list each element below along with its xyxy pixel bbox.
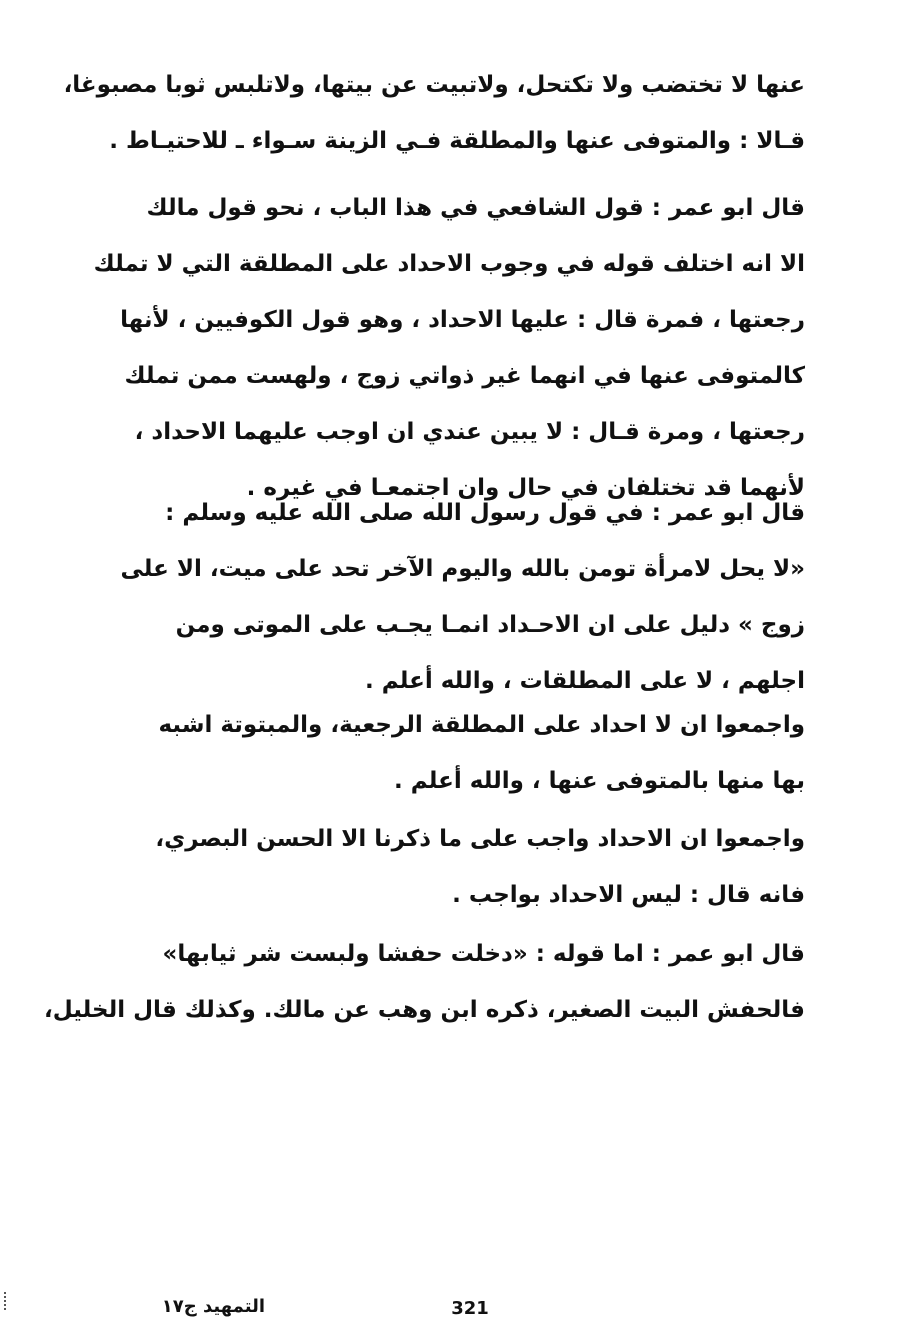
text-line: قـالا : والمتوفى عنها والمطلقة فـي الزينة سـواء ـ للاحتيـاط . [109,128,805,154]
text-line: «لا يحل لامرأة تومن بالله واليوم الآخر تحد على ميت، الا على [120,556,805,582]
book-volume-label: التمهيد ج١٧ [161,1296,265,1317]
paragraph-2 [93,180,805,516]
text-line: قال ابو عمر : اما قوله : «دخلت حفشا ولبست شر ثيابها» [162,941,805,967]
text-line: واجمعوا ان لا احداد على المطلقة الرجعية، والمبتوتة اشبه [158,712,805,738]
paragraph-5 [145,811,805,923]
paragraph-1 [63,57,805,169]
text-line: فانه قال : ليس الاحداد بواجب . [452,882,805,908]
text-line: عنها لا تختضب ولا تكتحل، ولاتبيت عن بيتها، ولاتلبس ثوبا مصبوغا، [63,72,805,98]
text-line: فالحفش البيت الصغير، ذكره ابن وهب عن مالك. وكذلك قال الخليل، [43,997,805,1023]
text-line: كالمتوفى عنها في انهما غير ذواتي زوج ، ولهست ممن تملك [124,363,805,389]
scan-edge-mark [4,1292,10,1310]
text-line: اجلهم ، لا على المطلقات ، والله أعلم . [364,668,805,694]
paragraph-4 [145,697,805,809]
text-line: الا انه اختلف قوله في وجوب الاحداد على المطلقة التي لا تملك [93,251,805,277]
text-line: قال ابو عمر : في قول رسول الله صلى الله عليه وسلم : [165,500,805,526]
paragraph-3 [120,485,805,709]
text-line: زوج » دليل على ان الاحـداد انمـا يجـب على الموتى ومن [175,612,805,638]
text-line: واجمعوا ان الاحداد واجب على ما ذكرنا الا الحسن البصري، [155,826,805,852]
paragraph-6 [43,926,805,1038]
page-number: 321 [451,1298,489,1319]
text-line: قال ابو عمر : قول الشافعي في هذا الباب ، نحو قول مالك [146,195,805,221]
text-line: بها منها بالمتوفى عنها ، والله أعلم . [394,768,805,794]
text-line: لأنهما قد تختلفان في حال وان اجتمعـا في غيره . [246,475,805,501]
text-line: رجعتها ، فمرة قال : عليها الاحداد ، وهو قول الكوفيين ، لأنها [120,307,805,333]
text-line: رجعتها ، ومرة قـال : لا يبين عندي ان اوجب عليهما الاحداد ، [134,419,805,445]
